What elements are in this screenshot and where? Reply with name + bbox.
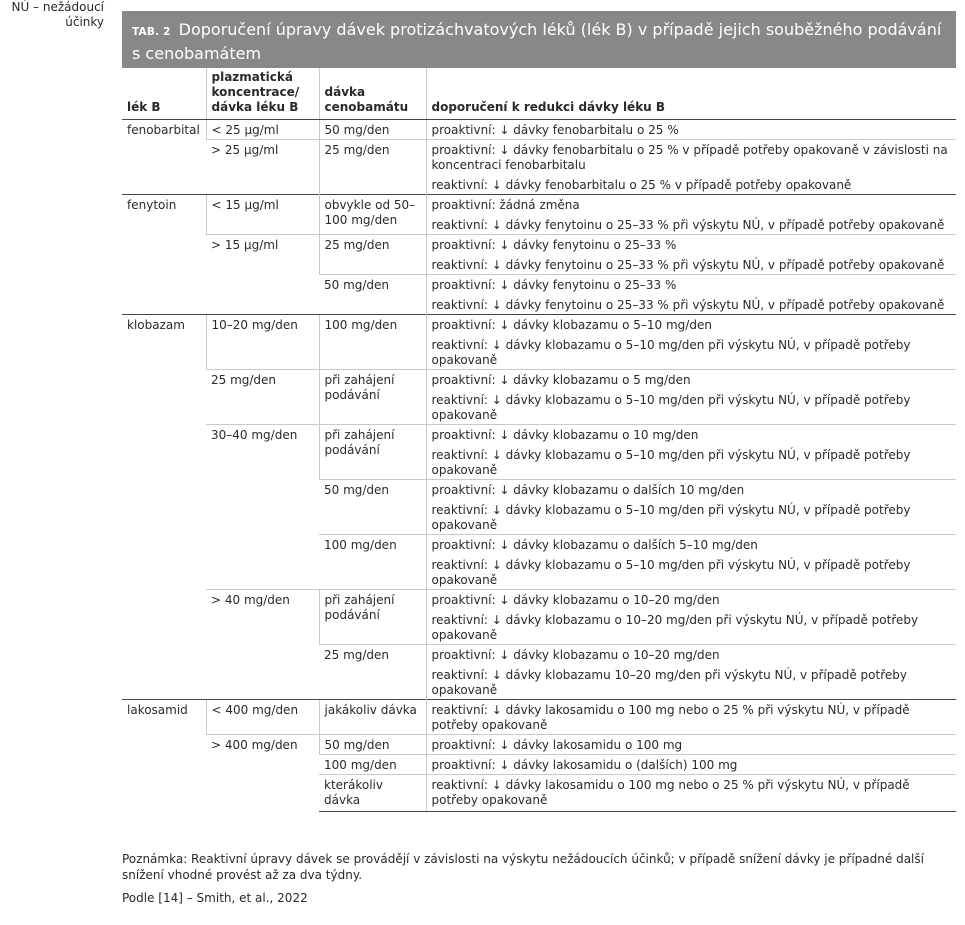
recommendation-table xyxy=(122,68,956,812)
header-dose-line: cenobamátu xyxy=(324,100,409,114)
recommendation-line: proaktivní: ↓ dávky klobazamu o 10 mg/den xyxy=(431,428,699,442)
source-citation: Podle [14] – Smith, et al., 2022 xyxy=(122,891,308,905)
recommendation-line: reaktivní: ↓ dávky lakosamidu o 100 mg nebo o 25 % při výskytu NÚ, v případě potřeby opakovaně xyxy=(431,778,910,807)
recommendation-line: proaktivní: ↓ dávky lakosamidu o (dalších) 100 mg xyxy=(431,758,738,772)
dosage-table xyxy=(122,11,956,812)
recommendation-line: proaktivní: ↓ dávky fenobarbitalu o 25 % xyxy=(431,123,679,137)
header-cenobamate-dose xyxy=(319,68,426,120)
table-row xyxy=(122,370,956,425)
recommendation-line: proaktivní: ↓ dávky klobazamu o dalších 5–10 mg/den xyxy=(431,538,758,552)
cell-cenobamate-dose: 25 mg/den xyxy=(319,645,426,700)
cell-concentration: > 15 µg/ml xyxy=(206,235,319,315)
header-drug: lék B xyxy=(122,68,206,120)
recommendation-line: proaktivní: ↓ dávky fenobarbitalu o 25 % v případě potřeby opakovaně v závislosti na koncentraci fenobarbitalu xyxy=(431,143,948,172)
table-row xyxy=(122,425,956,480)
cell-concentration: 30–40 mg/den xyxy=(206,425,319,590)
recommendation-line: reaktivní: ↓ dávky klobazamu o 5–10 mg/den při výskytu NÚ, v případě potřeby opakovaně xyxy=(431,503,911,532)
cell-drug: klobazam xyxy=(122,315,206,700)
table-row xyxy=(122,590,956,645)
table-label: TAB. 2 xyxy=(132,26,171,38)
cell-recommendation xyxy=(426,480,956,535)
cell-recommendation xyxy=(426,235,956,275)
cell-recommendation xyxy=(426,755,956,775)
recommendation-line: reaktivní: ↓ dávky klobazamu o 5–10 mg/den při výskytu NÚ, v případě potřeby opakovaně xyxy=(431,558,911,587)
cell-recommendation xyxy=(426,140,956,195)
table-title: Doporučení úpravy dávek protizáchvatových léků (lék B) v případě jejich souběžného podávání s cenobamátem xyxy=(132,20,942,63)
recommendation-line: proaktivní: ↓ dávky fenytoinu o 25–33 % xyxy=(431,238,677,252)
recommendation-line: proaktivní: ↓ dávky klobazamu o 10–20 mg/den xyxy=(431,648,720,662)
cell-recommendation xyxy=(426,535,956,590)
recommendation-line: reaktivní: ↓ dávky lakosamidu o 100 mg nebo o 25 % při výskytu NÚ, v případě potřeby opakovaně xyxy=(431,703,910,732)
cell-cenobamate-dose: 100 mg/den xyxy=(319,535,426,590)
recommendation-line: reaktivní: ↓ dávky fenytoinu o 25–33 % při výskytu NÚ, v případě potřeby opakovaně xyxy=(431,298,945,312)
header-recommendation: doporučení k redukci dávky léku B xyxy=(426,68,956,120)
recommendation-line: proaktivní: ↓ dávky lakosamidu o 100 mg xyxy=(431,738,683,752)
recommendation-line: reaktivní: ↓ dávky fenobarbitalu o 25 % v případě potřeby opakovaně xyxy=(431,178,852,192)
recommendation-line: proaktivní: ↓ dávky klobazamu o 10–20 mg/den xyxy=(431,593,720,607)
cell-concentration: 25 mg/den xyxy=(206,370,319,425)
cell-cenobamate-dose: 50 mg/den xyxy=(319,735,426,755)
cell-cenobamate-dose: obvykle od 50–100 mg/den xyxy=(319,195,426,235)
recommendation-line: reaktivní: ↓ dávky klobazamu o 5–10 mg/den při výskytu NÚ, v případě potřeby opakovaně xyxy=(431,393,911,422)
table-body xyxy=(122,120,956,812)
recommendation-line: reaktivní: ↓ dávky fenytoinu o 25–33 % při výskytu NÚ, v případě potřeby opakovaně xyxy=(431,258,945,272)
cell-concentration: < 25 µg/ml xyxy=(206,120,319,140)
cell-cenobamate-dose: jakákoliv dávka xyxy=(319,700,426,735)
cell-cenobamate-dose: 50 mg/den xyxy=(319,480,426,535)
cell-recommendation xyxy=(426,370,956,425)
cell-concentration: < 400 mg/den xyxy=(206,700,319,735)
recommendation-line: reaktivní: ↓ dávky klobazamu o 5–10 mg/den při výskytu NÚ, v případě potřeby opakovaně xyxy=(431,448,911,477)
recommendation-line: proaktivní: ↓ dávky klobazamu o 5 mg/den xyxy=(431,373,691,387)
cell-cenobamate-dose: 50 mg/den xyxy=(319,275,426,315)
table-row xyxy=(122,140,956,195)
cell-recommendation xyxy=(426,775,956,812)
table-row xyxy=(122,700,956,735)
cell-cenobamate-dose: při zahájení podávání xyxy=(319,425,426,480)
table-row xyxy=(122,315,956,370)
cell-drug: fenytoin xyxy=(122,195,206,315)
header-row xyxy=(122,68,956,120)
cell-cenobamate-dose: 100 mg/den xyxy=(319,315,426,370)
cell-recommendation xyxy=(426,700,956,735)
recommendation-line: reaktivní: ↓ dávky klobazamu 10–20 mg/den při výskytu NÚ, v případě potřeby opakovaně xyxy=(431,668,907,697)
cell-recommendation xyxy=(426,195,956,235)
cell-recommendation xyxy=(426,645,956,700)
recommendation-line: proaktivní: ↓ dávky klobazamu o dalších 10 mg/den xyxy=(431,483,745,497)
cell-recommendation xyxy=(426,120,956,140)
header-dose-line: dávka xyxy=(324,85,366,99)
cell-recommendation xyxy=(426,590,956,645)
table-row xyxy=(122,120,956,140)
header-concentration-line: dávka léku B xyxy=(211,100,299,114)
cell-concentration: > 40 mg/den xyxy=(206,590,319,700)
side-note-line: účinky xyxy=(65,15,104,29)
table-title-bar xyxy=(122,11,956,68)
table-footer xyxy=(122,851,962,906)
cell-recommendation xyxy=(426,735,956,755)
cell-recommendation xyxy=(426,275,956,315)
side-note-line: NÚ – nežádoucí xyxy=(11,0,104,14)
header-concentration-line: koncentrace/ xyxy=(211,85,300,99)
recommendation-line: proaktivní: ↓ dávky klobazamu o 5–10 mg/den xyxy=(431,318,712,332)
recommendation-line: reaktivní: ↓ dávky klobazamu o 5–10 mg/den při výskytu NÚ, v případě potřeby opakovaně xyxy=(431,338,911,367)
cell-cenobamate-dose: při zahájení podávání xyxy=(319,590,426,645)
table-row xyxy=(122,235,956,275)
cell-cenobamate-dose: 25 mg/den xyxy=(319,140,426,195)
table-row xyxy=(122,195,956,235)
cell-drug: lakosamid xyxy=(122,700,206,812)
cell-concentration: > 25 µg/ml xyxy=(206,140,319,195)
cell-cenobamate-dose: kterákoliv dávka xyxy=(319,775,426,812)
side-note-abbreviation xyxy=(0,0,104,30)
cell-concentration: < 15 µg/ml xyxy=(206,195,319,235)
table-row xyxy=(122,735,956,755)
cell-recommendation xyxy=(426,425,956,480)
recommendation-line: reaktivní: ↓ dávky fenytoinu o 25–33 % při výskytu NÚ, v případě potřeby opakovaně xyxy=(431,218,945,232)
recommendation-line: proaktivní: žádná změna xyxy=(431,198,580,212)
cell-recommendation xyxy=(426,315,956,370)
header-concentration xyxy=(206,68,319,120)
cell-cenobamate-dose: 100 mg/den xyxy=(319,755,426,775)
cell-cenobamate-dose: 25 mg/den xyxy=(319,235,426,275)
cell-cenobamate-dose: při zahájení podávání xyxy=(319,370,426,425)
header-concentration-line: plazmatická xyxy=(211,70,293,84)
cell-cenobamate-dose: 50 mg/den xyxy=(319,120,426,140)
cell-concentration: > 400 mg/den xyxy=(206,735,319,812)
cell-concentration: 10–20 mg/den xyxy=(206,315,319,370)
recommendation-line: proaktivní: ↓ dávky fenytoinu o 25–33 % xyxy=(431,278,677,292)
cell-drug: fenobarbital xyxy=(122,120,206,195)
recommendation-line: reaktivní: ↓ dávky klobazamu o 10–20 mg/den při výskytu NÚ, v případě potřeby opakovaně xyxy=(431,613,919,642)
footnote: Poznámka: Reaktivní úpravy dávek se provádějí v závislosti na výskytu nežádoucích účinků; v případě snížení dávky je případné další snížení vhodné provést až za dva týdny. xyxy=(122,852,924,882)
